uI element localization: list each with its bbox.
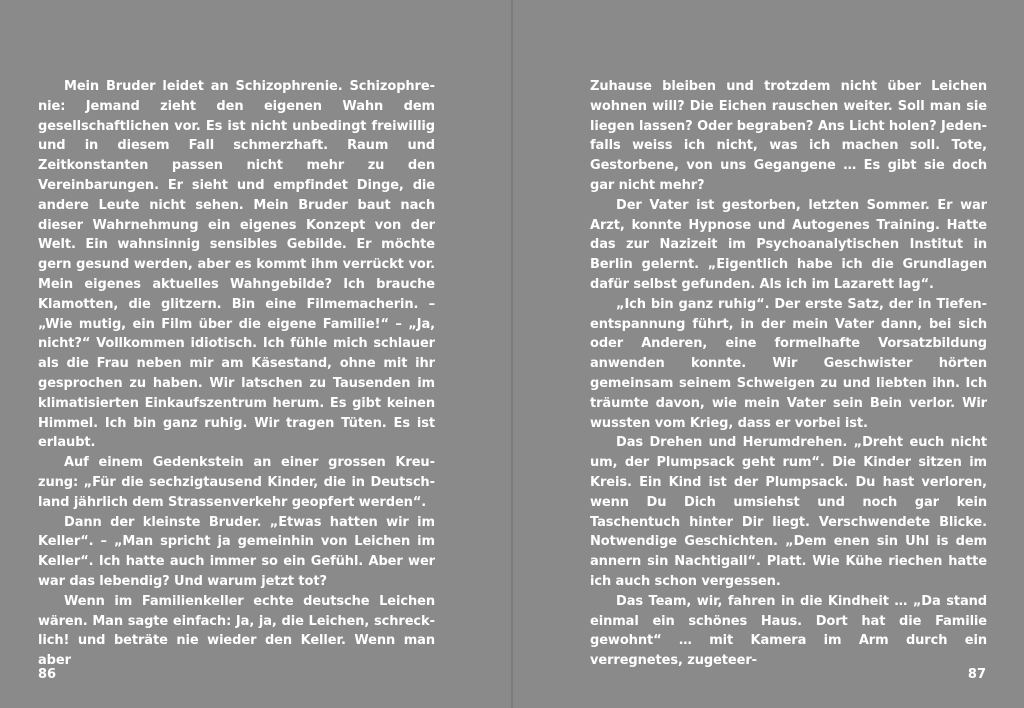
paragraph: Auf einem Gedenkstein an einer grossen Kreuzung: „Für die sechzigtausend Kinder, die in Deutschland jährlich dem Strassenverkehr geopfert werden“. — [38, 455, 435, 510]
paragraph: Das Drehen und Herumdrehen. „Dreht euch nicht um, der Plumpsack geht rum“. Die Kinder sitzen im Kreis. Ein Kind ist der Plumpsack. Du hast verloren, wenn Du Dich umsiehst und noch gar kein Taschentuch hinter Dir liegt. Verschwendete Blicke. Notwendige Geschichten. „Dem enen sin Uhl is dem annern sin Nachtigall“. Platt. Wie Kühe riechen hatte ich auch schon vergessen. — [590, 435, 987, 589]
page-number: 87 — [967, 667, 986, 682]
paragraph: „Ich bin ganz ruhig“. Der erste Satz, der in Tiefenentspannung führt, in der mein Vater dann, bei sich oder Anderen, eine formelhafte Vorsatzbildung anwenden konnte. Wir Geschwister hörten gemeinsam seinem Schweigen zu und liebten ihn. Ich träumte davon, wie mein Vater sein Bein verlor. Wir wussten vom Krieg, dass er vorbei ist. — [590, 296, 987, 431]
page-number: 86 — [38, 667, 57, 682]
paragraph: Das Team, wir, fahren in die Kindheit … „Da stand einmal ein schönes Haus. Dort hat die Familie gewohnt“ … mit Kamera im Arm durch ein verregnetes, zugeteer- — [590, 593, 987, 669]
left-page-text — [38, 77, 435, 671]
right-page-text — [590, 77, 987, 671]
paragraph: Mein Bruder leidet an Schizophrenie. Schizophrenie: Jemand zieht den eigenen Wahn dem gesellschaftlichen vor. Es ist nicht unbedingt freiwillig und in diesem Fall schmerzhaft. Raum und Zeitkonstanten passen nicht mehr zu den Vereinbarungen. Er sieht und empfindet Dinge, die andere Leute nicht sehen. Mein Bruder baut nach dieser Wahrnehmung ein eigenes Konzept von der Welt. Ein wahnsinnig sensibles Gebilde. Er möchte gern gesund werden, aber es kommt ihm verrückt vor. Mein eigenes aktuelles Wahngebilde? Ich brauche Klamotten, die glitzern. Bin eine Filmemacherin. – „Wie mutig, ein Film über die eigene Familie!“ – „Ja, nicht?“ Vollkommen idiotisch. Ich fühle mich schlauer als die Frau neben mir am Käsestand, ohne mit ihr gesprochen zu haben. Wir latschen zu Tausenden im klimatisierten Einkaufszentrum herum. Es gibt keinen Himmel. Ich bin ganz ruhig. Wir tragen Tüten. Es ist erlaubt. — [38, 79, 435, 451]
paragraph: Wenn im Familienkeller echte deutsche Leichen wären. Man sagte einfach: Ja, ja, die Leichen, schrecklich! und beträte nie wieder den Keller. Wenn man aber — [38, 593, 435, 669]
left-page — [0, 0, 511, 708]
paragraph: Dann der kleinste Bruder. „Etwas hatten wir im Keller“. – „Man spricht ja gemeinhin von Leichen im Keller“. Ich hatte auch immer so ein Gefühl. Aber wer war das lebendig? Und warum jetzt tot? — [38, 514, 435, 589]
paragraph: Der Vater ist gestorben, letzten Sommer. Er war Arzt, konnte Hypnose und Autogenes Training. Hatte das zur Nazizeit im Psychoanalytischen Institut in Berlin gelernt. „Eigentlich habe ich die Grundlagen dafür selbst gefunden. Als ich im Lazarett lag“. — [590, 197, 987, 292]
paragraph: Zuhause bleiben und trotzdem nicht über Leichen wohnen will? Die Eichen rauschen weiter. Soll man sie liegen lassen? Oder begraben? Ans Licht holen? Jedenfalls weiss ich nicht, was ich machen soll. Tote, Gestorbene, von uns Gegangene … Es gibt sie doch gar nicht mehr? — [590, 79, 987, 193]
right-page — [513, 0, 1024, 708]
